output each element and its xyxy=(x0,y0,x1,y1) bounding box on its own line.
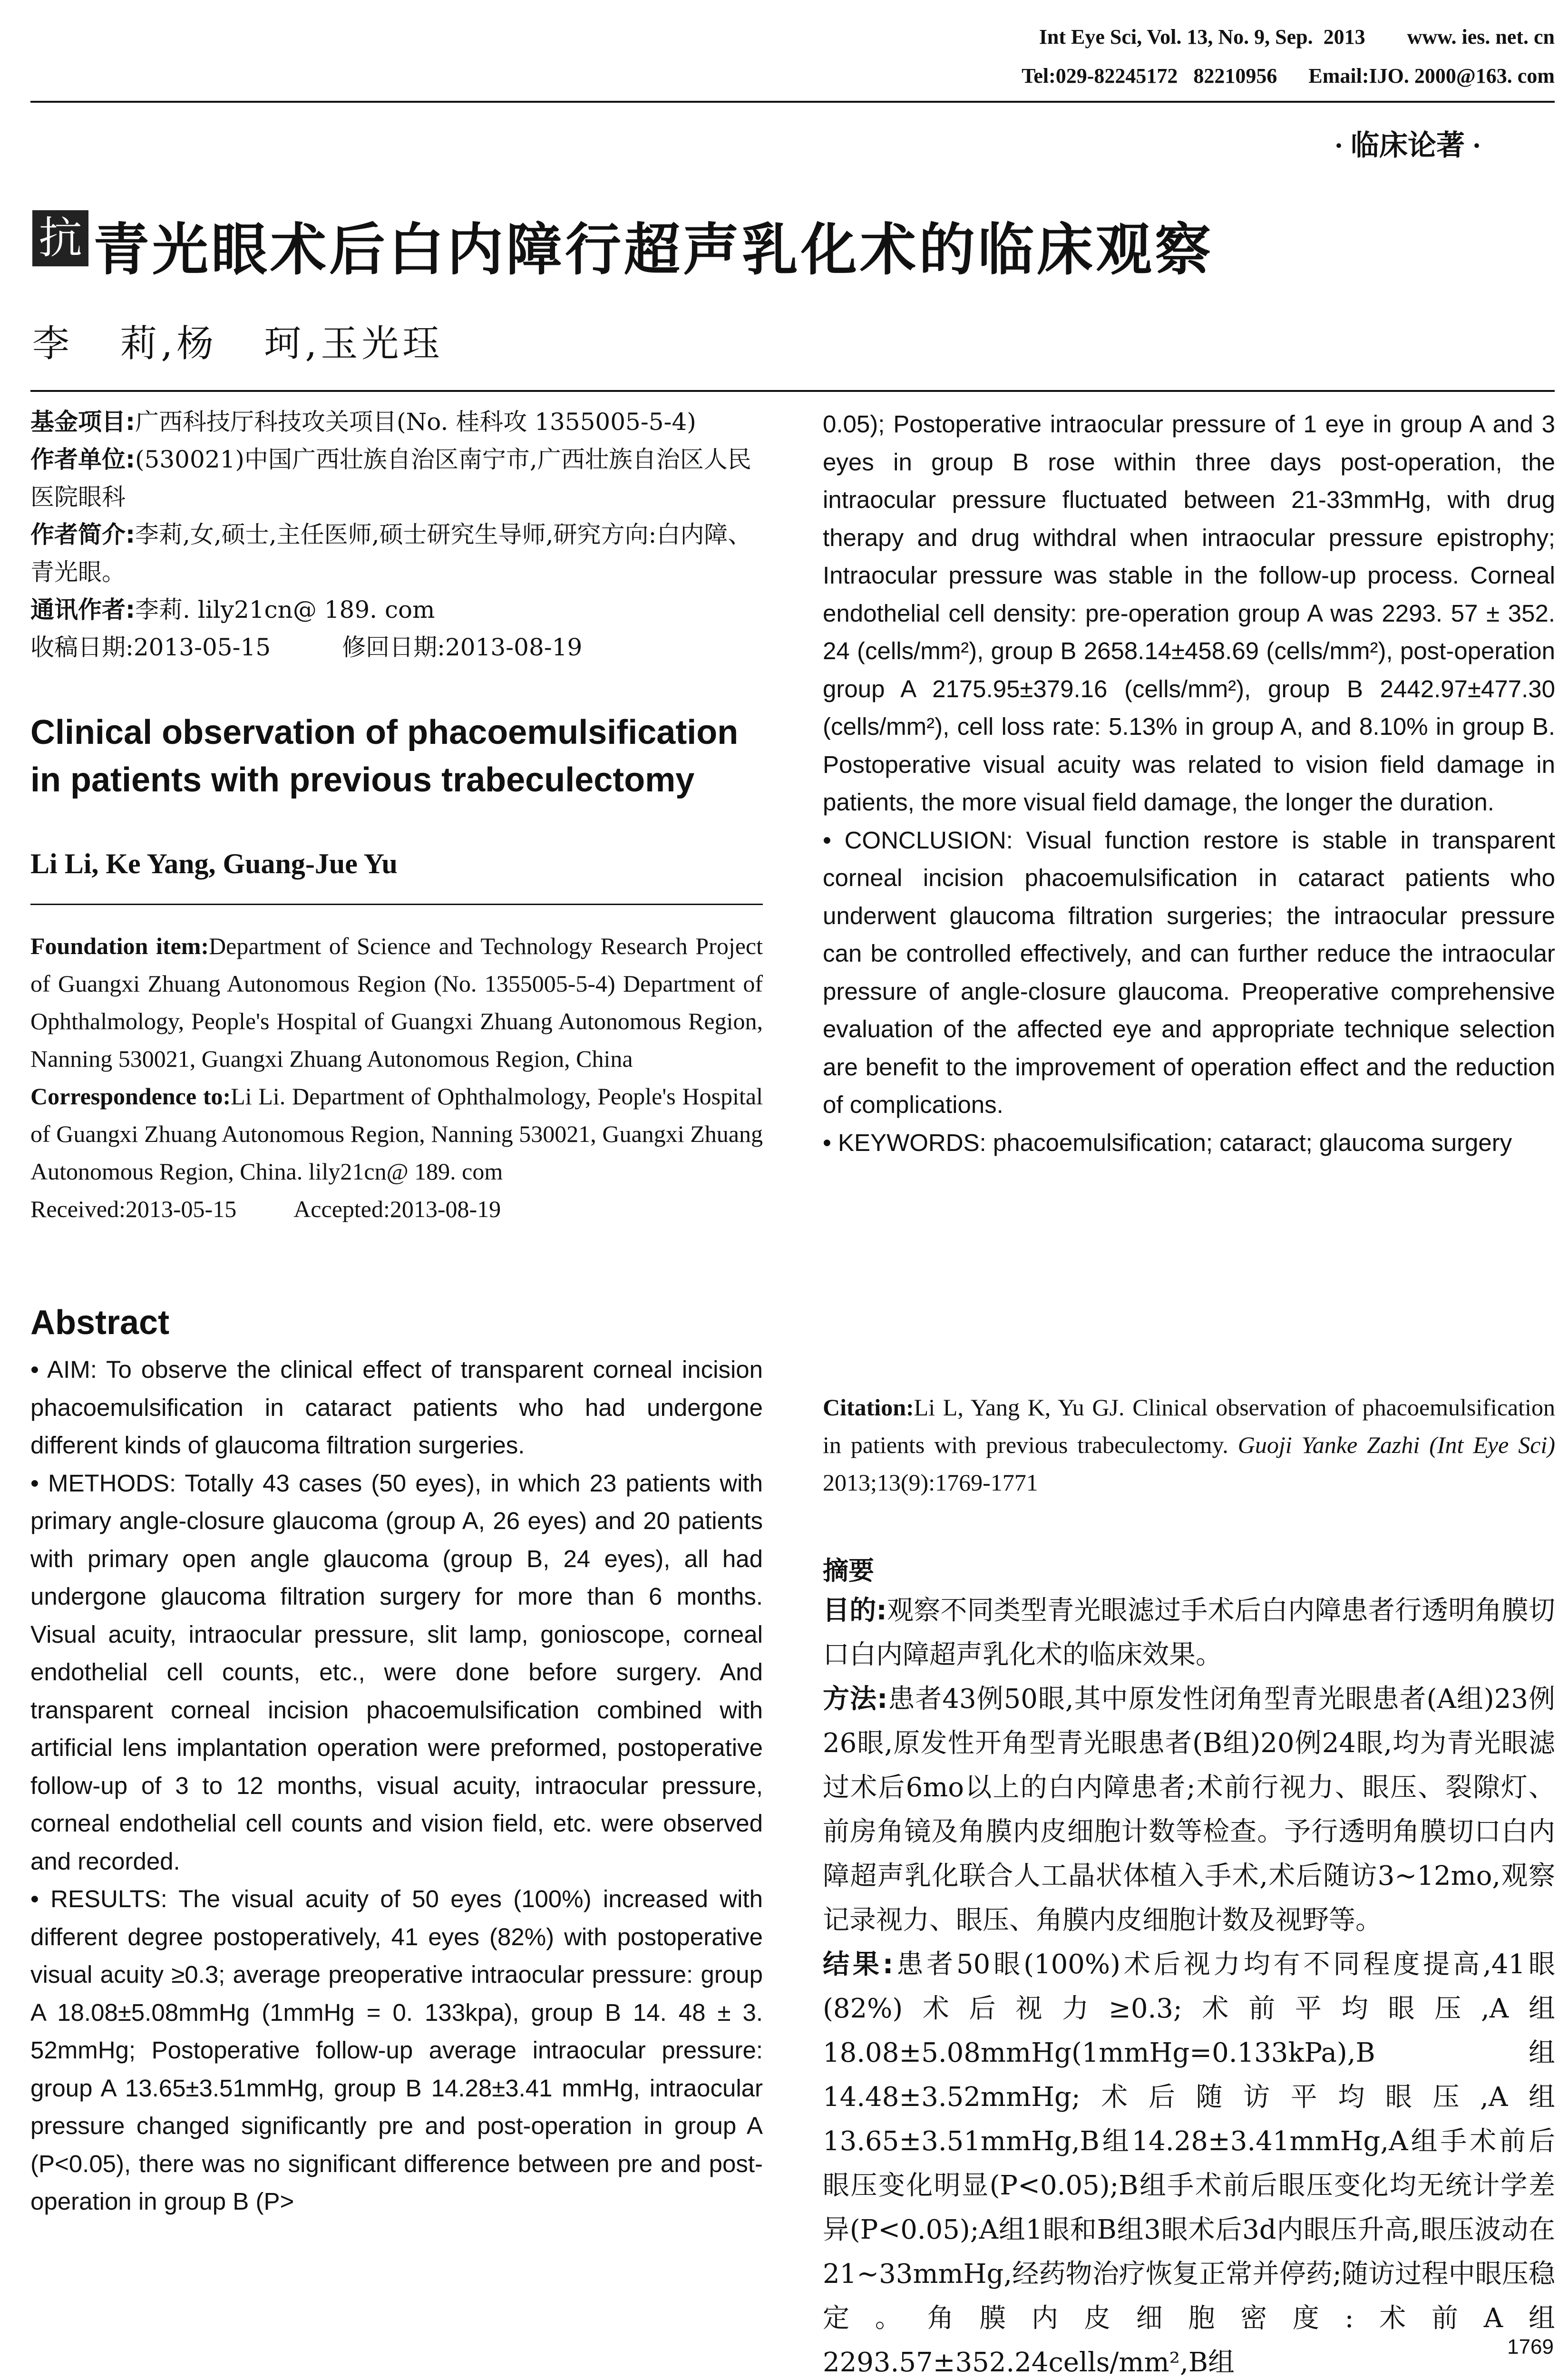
journal-header-line2: Tel:029-82245172 82210956 Email:IJO. 2000@163. com xyxy=(1022,64,1555,88)
abstract-results-part1: • RESULTS: The visual acuity of 50 eyes (100%) increased with different degree postoperatively, 41 eyes (82%) with postoperative visual acuity ≥0.3; average preoperative intraocular pressure: group A 18.08±5.08mmHg (1mmHg = 0. 133kpa), group B 14. 48 ± 3. 52mmHg; Postoperative follow-up average intraocular pressure: group A 13.65±3.51mmHg, group B 14.28±3.41 mmHg, intraocular pressure changed significantly pre and post-operation in group A (P<0.05), there was no significant difference between pre and post-operation in group B (P> xyxy=(30,1885,763,2215)
section-label: · 临床论著 · xyxy=(1334,130,1481,161)
english-authors: Li Li, Ke Yang, Guang-Jue Yu xyxy=(30,848,398,879)
abstract-keywords: • KEYWORDS: phacoemulsification; cataract; glaucoma surgery xyxy=(823,1129,1512,1156)
title-rule xyxy=(30,390,1555,392)
abstract-conclusion: • CONCLUSION: Visual function restore is stable in transparent corneal incision phacoemulsification in cataract patients who underwent glaucoma filtration surgeries; the intraocular pressure can be controlled effectively, and can further reduce the intraocular pressure of angle-closure glaucoma. Preoperative comprehensive evaluation of the affected eye and appropriate technique selection are benefit to the improvement of operation effect and the reduction of complications. xyxy=(823,826,1555,1118)
english-title: Clinical observation of phacoemulsification in patients with previous trabeculectomy xyxy=(30,713,739,799)
english-dates: Received:2013-05-15 Accepted:2013-08-19 xyxy=(30,1196,501,1222)
header-rule xyxy=(30,101,1555,103)
english-info-block xyxy=(30,927,763,1228)
foundation-cn: 基金项目:广西科技厅科技攻关项目(No. 桂科攻 1355005-5-4) xyxy=(30,408,696,436)
abstract-cn-methods: 方法:患者43例50眼,其中原发性闭角型青光眼患者(A组)23例26眼,原发性开角型青光眼患者(B组)20例24眼,均为青光眼滤过术后6mo以上的白内障患者;术前行视力、眼压、裂隙灯、前房角镜及角膜内皮细胞计数等检查。予行透明角膜切口白内障超声乳化联合人工晶状体植入手术,术后随访3~12mo,观察记录视力、眼压、角膜内皮细胞计数及视野等。 xyxy=(823,1684,1555,1936)
citation-block xyxy=(823,1389,1555,1501)
title-badge: 抗 xyxy=(32,210,88,266)
abstract-cn-aim: 目的:观察不同类型青光眼滤过手术后白内障患者行透明角膜切口白内障超声乳化术的临床效果。 xyxy=(823,1595,1555,1670)
page-number: 1769 xyxy=(1507,2335,1554,2359)
abstract-cn-results: 结果:患者50眼(100%)术后视力均有不同程度提高,41眼(82%)术后视力≥0.3;术前平均眼压,A组18.08±5.08mmHg(1mmHg=0.133kPa),B组14.48±3.52mmHg;术后随访平均眼压,A组13.65±3.51mmHg,B组14.28±3.41mmHg,A组手术前后眼压变化明显(P<0.05);B组手术前后眼压变化均无统计学差异(P<0.05);A组1眼和B组3眼术后3d内眼压升高,眼压波动在21~33mmHg,经药物治疗恢复正常并停药;随访过程中眼压稳定。角膜内皮细胞密度:术前A组2293.57±352.24cells/mm²,B组 xyxy=(823,1949,1556,2378)
authors-cn: 李 莉,杨 珂,玉光珏 xyxy=(32,322,444,365)
abstract-results-part2: 0.05); Postoperative intraocular pressure of 1 eye in group A and 3 eyes in group B rose within three days post-operation, the intraocular pressure fluctuated between 21-33mmHg, with drug therapy and drug withdral when intraocular pressure epistrophy; Intraocular pressure was stable in the follow-up process. Corneal endothelial cell density: pre-operation group A was 2293. 57 ± 352. 24 (cells/mm²), group B 2658.14±458.69 (cells/mm²), post-operation group A 2175.95±379.16 (cells/mm²), group B 2442.97±477.30 (cells/mm²), cell loss rate: 5.13% in group A, and 8.10% in group B. Postoperative visual acuity was related to vision field damage in patients, the more visual field damage, the longer the duration. xyxy=(823,410,1555,816)
english-authors-rule xyxy=(30,904,763,905)
affiliation-cn: 作者单位:(530021)中国广西壮族自治区南宁市,广西壮族自治区人民医院眼科 xyxy=(30,446,751,511)
abstract-aim: • AIM: To observe the clinical effect of transparent corneal incision phacoemulsification in cataract patients who had undergone different kinds of glaucoma filtration surgeries. xyxy=(30,1356,763,1459)
abstract-right-body xyxy=(823,405,1555,1161)
citation-tail: 2013;13(9):1769-1771 xyxy=(823,1469,1038,1496)
abstract-cn-body xyxy=(823,1589,1555,2378)
citation-text: Li L, Yang K, Yu GJ. Clinical observation of phacoemulsification in patients with previous trabeculectomy. xyxy=(823,1394,1555,1458)
abstract-heading: Abstract xyxy=(30,1304,170,1342)
page-title: 青光眼术后白内障行超声乳化术的临床观察 xyxy=(93,217,1214,283)
english-correspondence: Correspondence to:Li Li. Department of Ophthalmology, People's Hospital of Guangxi Zhuang Autonomous Region, Nanning 530021, Guangxi Zhuang Autonomous Region, China. lily21cn@ 189. com xyxy=(30,1083,763,1185)
dates-cn: 收稿日期:2013-05-15 修回日期:2013-08-19 xyxy=(30,633,583,661)
citation-journal: Guoji Yanke Zazhi (Int Eye Sci) xyxy=(1237,1432,1555,1458)
english-foundation: Foundation item:Department of Science and Technology Research Project of Guangxi Zhuang Autonomous Region (No. 1355005-5-4) Department of Ophthalmology, People's Hospital of Guangxi Zhuang Autonomous Region, Nanning 530021, Guangxi Zhuang Autonomous Region, China xyxy=(30,933,763,1072)
abstract-left-body xyxy=(30,1351,763,2221)
journal-header-line1: Int Eye Sci, Vol. 13, No. 9, Sep. 2013 www. ies. net. cn xyxy=(1039,25,1555,49)
abstract-cn-heading: 摘要 xyxy=(823,1556,874,1586)
abstract-methods: • METHODS: Totally 43 cases (50 eyes), in which 23 patients with primary angle-closure glaucoma (group A, 26 eyes) and 20 patients with primary open angle glaucoma (group B, 24 eyes), all had undergone glaucoma filtration surgery for more than 6 months. Visual acuity, intraocular pressure, slit lamp, gonioscope, corneal endothelial cell counts, etc., were done before surgery. And transparent corneal incision phacoemulsification combined with artificial lens implantation operation were preformed, postoperative follow-up of 3 to 12 months, visual acuity, intraocular pressure, corneal endothelial cell counts and vision field, etc. were observed and recorded. xyxy=(30,1469,763,1875)
citation-label: Citation: xyxy=(823,1394,914,1421)
info-block-cn xyxy=(30,403,763,666)
bio-cn: 作者简介:李莉,女,硕士,主任医师,硕士研究生导师,研究方向:白内障、青光眼。 xyxy=(30,521,752,586)
correspondence-cn: 通讯作者:李莉. lily21cn@ 189. com xyxy=(30,596,435,624)
